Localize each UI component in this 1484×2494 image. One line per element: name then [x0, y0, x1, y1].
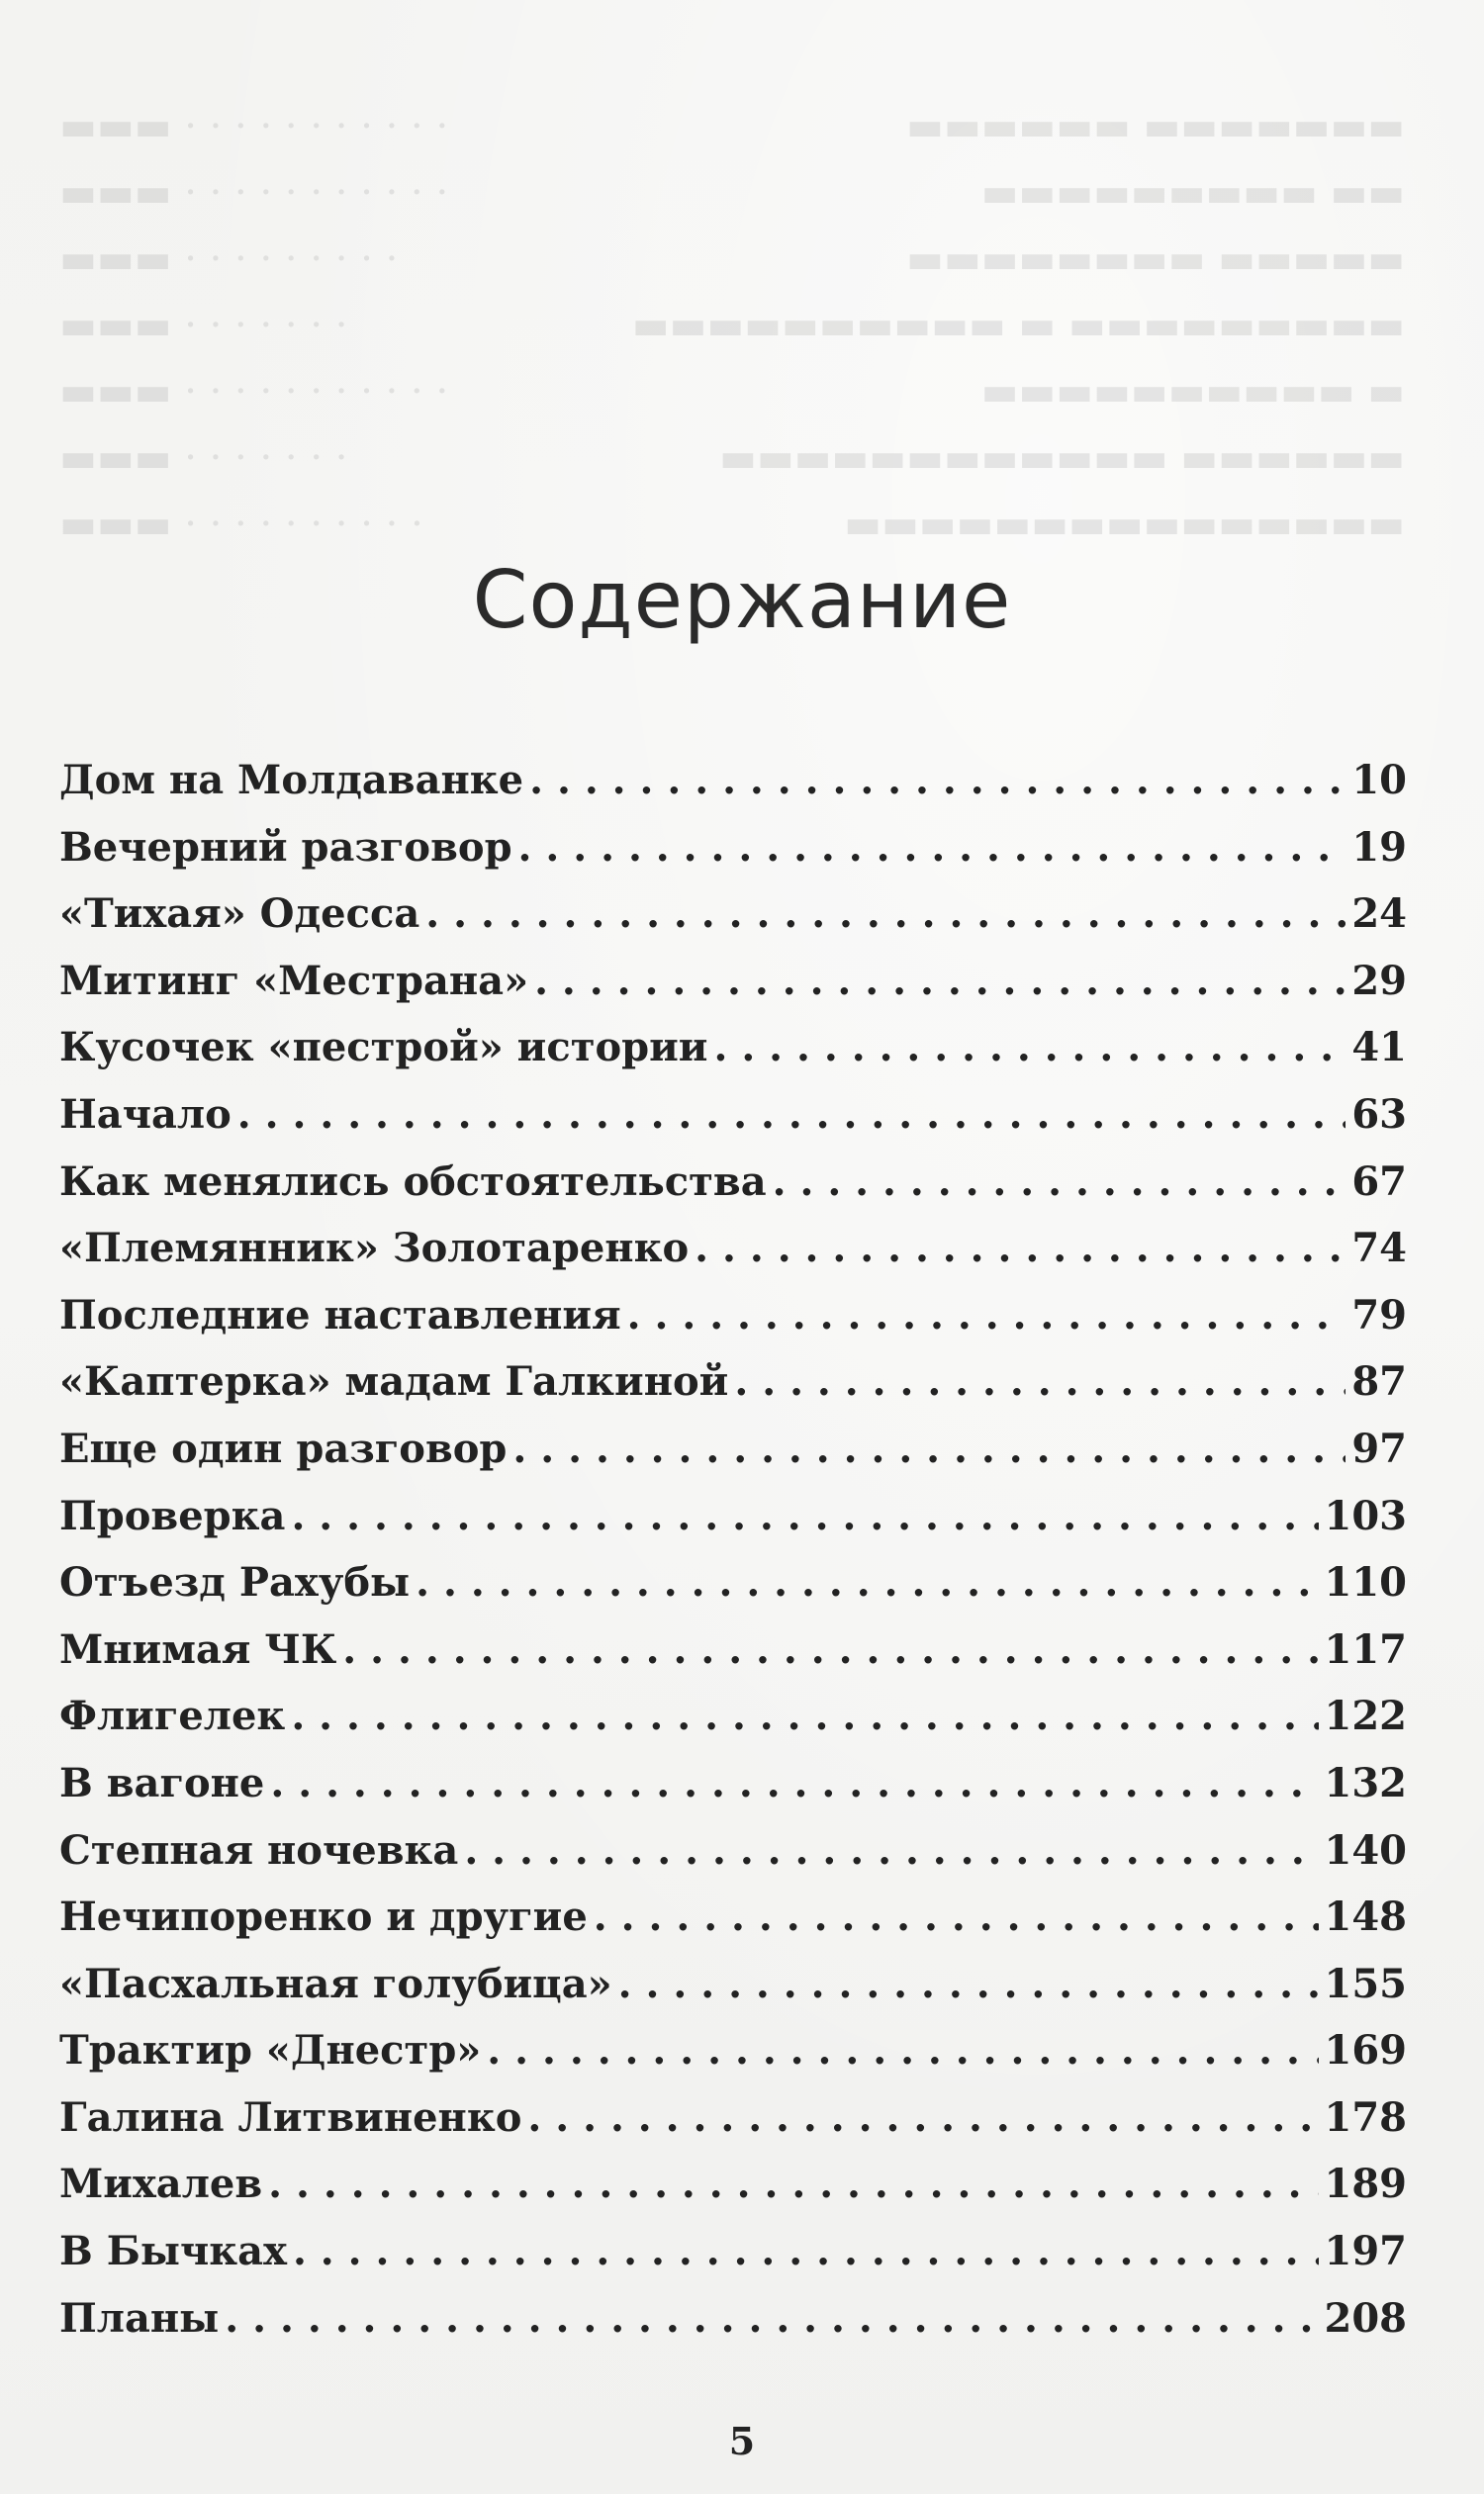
- toc-entry: [59, 2295, 1407, 2362]
- toc-entry-page: 41: [1351, 1024, 1407, 1071]
- toc-entry-page: 155: [1324, 1960, 1407, 2007]
- toc-leader-dots: [342, 1626, 1318, 1673]
- toc-entry-title: Мнимая ЧК: [59, 1625, 337, 1673]
- toc-entry-page: 122: [1324, 1693, 1407, 1740]
- toc-leader-dots: [512, 1426, 1345, 1472]
- toc-entry-page: 79: [1351, 1291, 1407, 1339]
- toc-leader-dots: [291, 1493, 1318, 1539]
- toc-entry-title: Проверка: [59, 1492, 286, 1539]
- toc-entry-title: В вагоне: [59, 1759, 265, 1806]
- toc-entry: [59, 1292, 1407, 1359]
- toc-leader-dots: [527, 2094, 1318, 2141]
- toc-entry: [59, 1894, 1407, 1961]
- toc-entry: [59, 1024, 1407, 1091]
- toc-leader-dots: [713, 1024, 1345, 1070]
- toc-entry-page: 140: [1324, 1826, 1407, 1874]
- toc-entry: [59, 958, 1407, 1025]
- toc-entry-title: Нечипоренко и другие: [59, 1894, 588, 1941]
- toc-leader-dots: [773, 1158, 1346, 1205]
- toc-entry-title: Последние наставления: [59, 1291, 621, 1339]
- toc-leader-dots: [529, 757, 1345, 803]
- toc-leader-dots: [293, 2228, 1319, 2274]
- toc-entry-title: В Бычках: [59, 2228, 287, 2275]
- toc-entry-title: Вечерний разговор: [59, 823, 512, 871]
- toc-entry: [59, 757, 1407, 824]
- toc-entry: [59, 1559, 1407, 1626]
- toc-entry-page: 19: [1351, 823, 1407, 871]
- toc-entry-title: «Пасхальная голубица»: [59, 1960, 612, 2007]
- toc-entry-page: 189: [1324, 2161, 1407, 2208]
- toc-entry-title: Начало: [59, 1090, 232, 1138]
- toc-entry-page: 63: [1351, 1090, 1407, 1138]
- show-through-texture: ▬▬▬▬▬▬▬ ▬▬▬▬▬▬ · · · · · · · · · · · ▬▬▬ ▬▬ ▬▬▬▬▬▬▬▬▬ · · · · · · · · · · · ▬▬▬ ▬▬▬▬▬ ▬▬▬▬▬▬▬▬ · · · · · · · · · ▬▬▬ ▬▬▬▬▬▬▬▬▬ ▬ ▬▬▬▬▬▬▬▬▬▬ · · · · · · · ▬▬▬ ▬ ▬▬▬▬▬▬▬▬▬▬ · · · · · · · · · · · ▬▬▬ ▬▬▬▬▬▬ ▬▬▬▬▬▬▬▬▬▬▬▬ · · · · · · · ▬▬▬ ▬▬▬▬▬▬▬▬▬▬▬▬▬▬▬ · · · · · · · · · · ▬▬▬: [59, 104, 1405, 547]
- toc-entry: [59, 1426, 1407, 1493]
- toc-entry-page: 97: [1351, 1425, 1407, 1472]
- toc-entry-page: 74: [1351, 1225, 1407, 1272]
- toc-entry: [59, 1358, 1407, 1426]
- page-number: 5: [728, 2419, 756, 2463]
- toc-entry: [59, 890, 1407, 958]
- toc-leader-dots: [695, 1225, 1345, 1271]
- toc-entry-title: «Каптерка» мадам Галкиной: [59, 1358, 729, 1406]
- toc-entry-page: 87: [1351, 1358, 1407, 1406]
- toc-entry-page: 208: [1324, 2294, 1407, 2342]
- toc-entry-title: Отъезд Рахубы: [59, 1559, 411, 1607]
- toc-entry-page: 67: [1351, 1157, 1407, 1205]
- toc-leader-dots: [425, 890, 1345, 937]
- toc-entry-title: Как менялись обстоятельства: [59, 1157, 767, 1205]
- toc-leader-dots: [464, 1827, 1318, 1874]
- toc-entry-title: Еще один разговор: [59, 1425, 508, 1472]
- page-title: Содержание: [472, 554, 1012, 646]
- toc-leader-dots: [225, 2295, 1318, 2342]
- toc-entry-title: Планы: [59, 2294, 220, 2342]
- toc-entry-page: 24: [1351, 890, 1407, 938]
- toc-entry: [59, 2027, 1407, 2094]
- toc-leader-dots: [618, 1961, 1319, 2007]
- toc-entry-page: 169: [1324, 2027, 1407, 2075]
- toc-entry-page: 103: [1324, 1492, 1407, 1539]
- toc-entry: [59, 1827, 1407, 1894]
- toc-leader-dots: [270, 1760, 1318, 1806]
- toc-entry-title: Флигелек: [59, 1693, 286, 1740]
- toc-entry-page: 10: [1351, 757, 1407, 803]
- toc-entry-page: 132: [1324, 1759, 1407, 1806]
- toc-entry-title: Митинг «Местрана»: [59, 957, 529, 1004]
- table-of-contents: [59, 757, 1407, 2361]
- toc-entry-page: 117: [1324, 1625, 1407, 1673]
- toc-entry-page: 178: [1324, 2093, 1407, 2141]
- toc-entry-title: Трактир «Днестр»: [59, 2027, 482, 2075]
- toc-leader-dots: [268, 2161, 1318, 2207]
- toc-entry: [59, 1626, 1407, 1694]
- toc-entry-page: 148: [1324, 1894, 1407, 1941]
- toc-entry: [59, 2094, 1407, 2162]
- toc-entry-page: 110: [1324, 1559, 1407, 1607]
- toc-entry-title: «Племянник» Золотаренко: [59, 1225, 690, 1272]
- toc-leader-dots: [291, 1693, 1318, 1739]
- toc-leader-dots: [237, 1091, 1346, 1138]
- toc-leader-dots: [416, 1559, 1318, 1606]
- toc-entry-page: 197: [1324, 2228, 1407, 2275]
- toc-entry: [59, 1493, 1407, 1560]
- toc-entry-title: Степная ночевка: [59, 1826, 459, 1874]
- toc-entry-title: Галина Литвиненко: [59, 2093, 522, 2141]
- toc-leader-dots: [627, 1292, 1346, 1339]
- toc-entry: [59, 824, 1407, 891]
- toc-entry: [59, 1158, 1407, 1226]
- toc-entry: [59, 1760, 1407, 1827]
- toc-entry: [59, 1225, 1407, 1292]
- toc-leader-dots: [734, 1358, 1345, 1405]
- toc-leader-dots: [594, 1894, 1319, 1940]
- toc-entry: [59, 1961, 1407, 2028]
- toc-entry-title: Михалев: [59, 2161, 263, 2208]
- toc-entry: [59, 2228, 1407, 2295]
- toc-leader-dots: [534, 958, 1345, 1004]
- toc-leader-dots: [518, 824, 1346, 871]
- toc-entry: [59, 1693, 1407, 1760]
- toc-entry-page: 29: [1351, 957, 1407, 1004]
- toc-entry-title: Дом на Молдаванке: [59, 757, 524, 803]
- toc-entry-title: «Тихая» Одесса: [59, 890, 420, 938]
- toc-leader-dots: [487, 2027, 1318, 2074]
- toc-entry: [59, 1091, 1407, 1158]
- toc-entry-title: Кусочек «пестрой» истории: [59, 1024, 708, 1071]
- toc-entry: [59, 2161, 1407, 2228]
